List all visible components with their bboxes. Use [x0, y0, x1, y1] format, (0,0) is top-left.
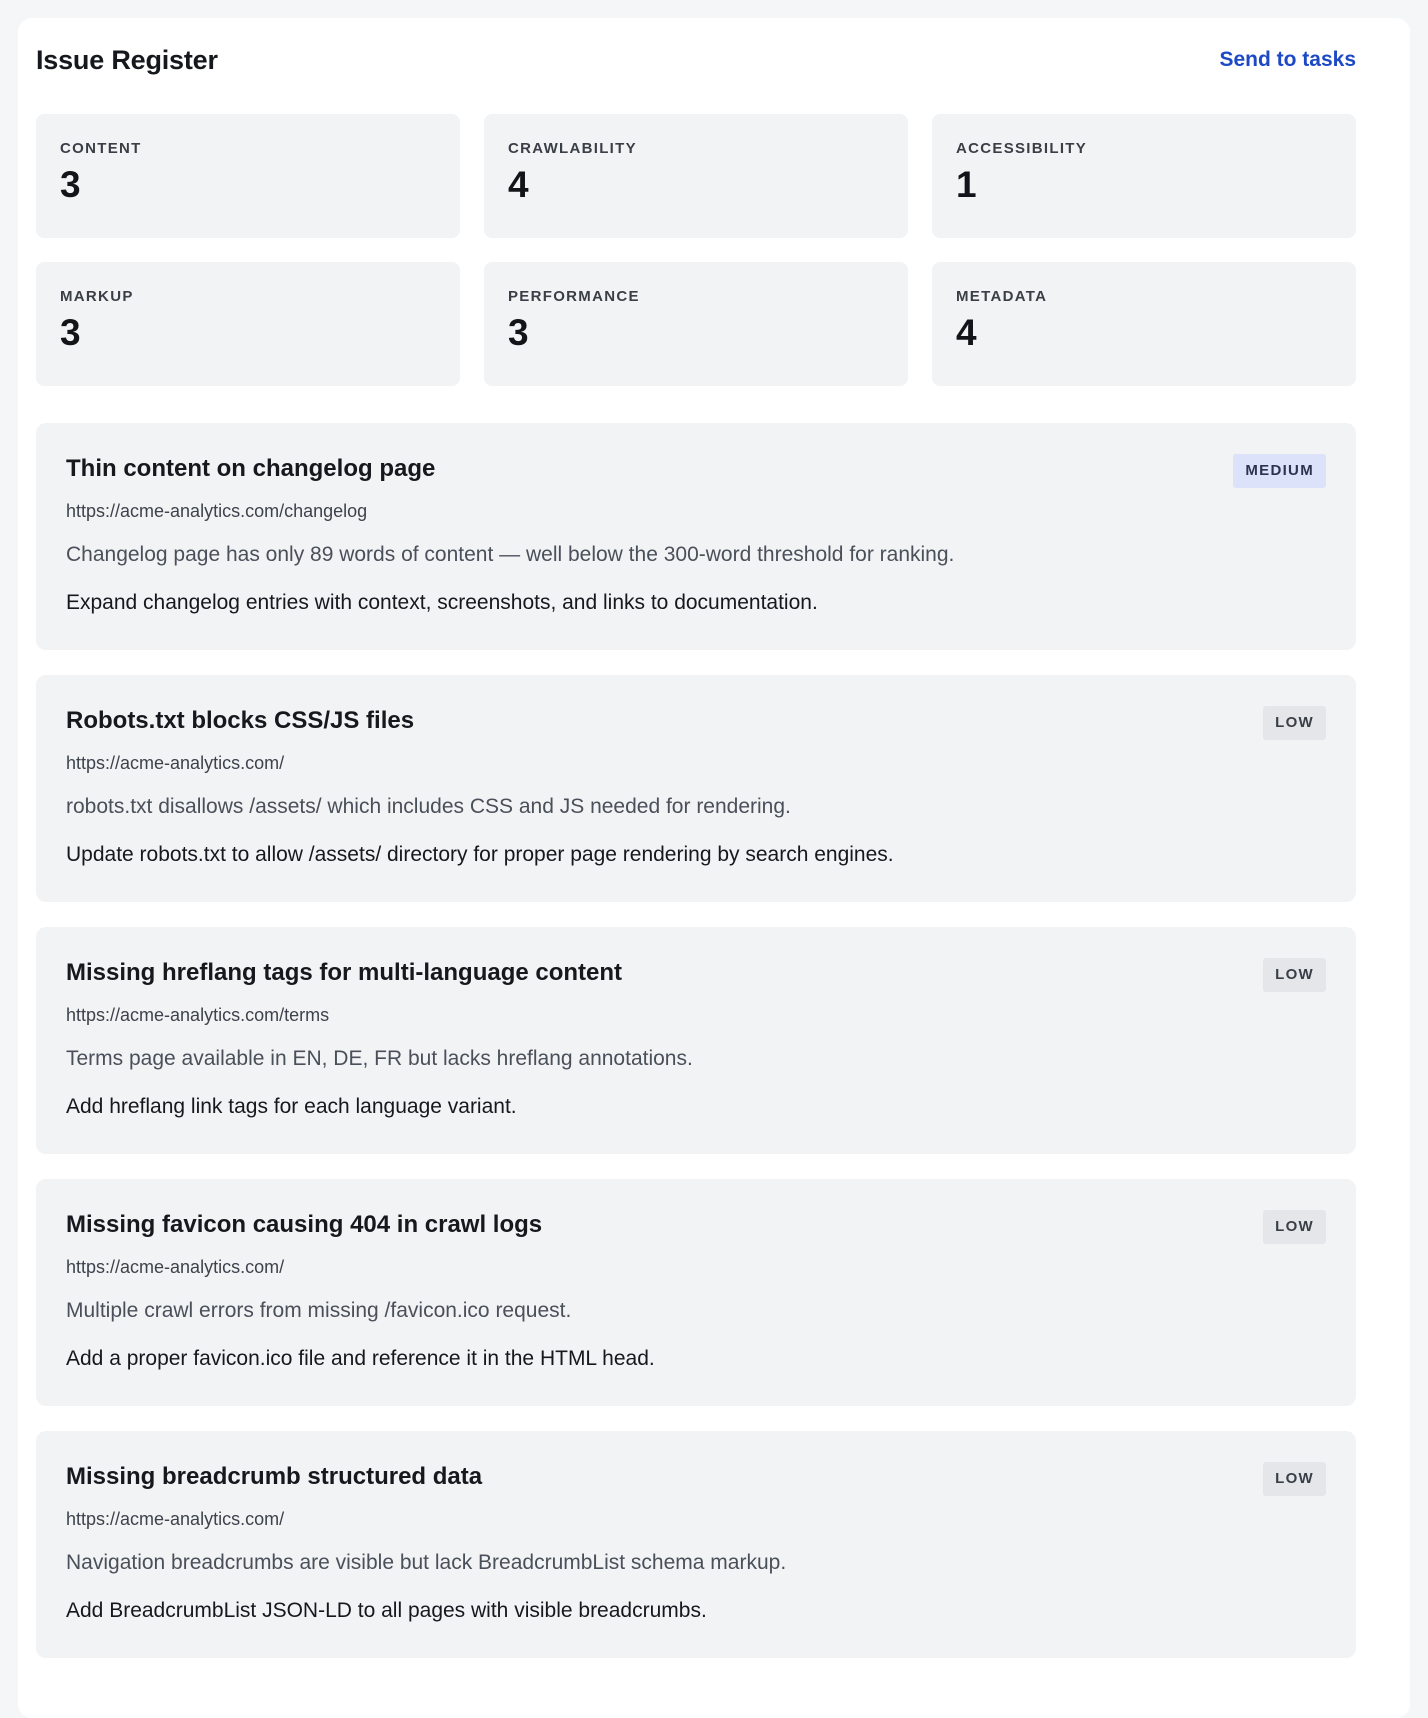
stat-value: 3: [508, 312, 529, 353]
issue-description: Changelog page has only 89 words of content — well below the 300-word threshold for ranking.: [66, 543, 955, 566]
issue-description: robots.txt disallows /assets/ which includes CSS and JS needed for rendering.: [66, 795, 791, 818]
severity-badge: LOW: [1263, 706, 1326, 740]
panel-header: [36, 40, 1356, 80]
issue-recommendation: Add BreadcrumbList JSON-LD to all pages with visible breadcrumbs.: [66, 1599, 707, 1622]
issue-card[interactable]: [36, 423, 1356, 650]
issue-recommendation: Expand changelog entries with context, screenshots, and links to documentation.: [66, 591, 818, 614]
issue-url: https://acme-analytics.com/: [66, 753, 285, 773]
issue-card[interactable]: [36, 675, 1356, 902]
issue-description: Navigation breadcrumbs are visible but lack BreadcrumbList schema markup.: [66, 1551, 787, 1574]
stat-label: MARKUP: [60, 288, 134, 305]
stat-card-accessibility: [932, 114, 1356, 238]
send-to-tasks-link[interactable]: Send to tasks: [1219, 48, 1356, 71]
stat-card-metadata: [932, 262, 1356, 386]
issue-title: Missing favicon causing 404 in crawl logs: [66, 1211, 543, 1238]
issue-title: Robots.txt blocks CSS/JS files: [66, 707, 415, 734]
issue-card[interactable]: [36, 927, 1356, 1154]
stat-value: 1: [956, 164, 977, 205]
stat-card-markup: [36, 262, 460, 386]
issue-url: https://acme-analytics.com/terms: [66, 1005, 330, 1025]
issue-recommendation: Add a proper favicon.ico file and reference it in the HTML head.: [66, 1347, 655, 1370]
issue-title: Missing breadcrumb structured data: [66, 1463, 483, 1490]
severity-badge: LOW: [1263, 958, 1326, 992]
issue-title: Thin content on changelog page: [66, 455, 436, 482]
stat-label: PERFORMANCE: [508, 288, 640, 305]
issue-recommendation: Add hreflang link tags for each language variant.: [66, 1095, 517, 1118]
issue-description: Multiple crawl errors from missing /favicon.ico request.: [66, 1299, 572, 1322]
page-title: Issue Register: [36, 44, 218, 75]
stat-card-performance: [484, 262, 908, 386]
issue-list: [36, 423, 1356, 1683]
stat-value: 3: [60, 164, 81, 205]
issue-recommendation: Update robots.txt to allow /assets/ directory for proper page rendering by search engines.: [66, 843, 894, 866]
severity-badge: LOW: [1263, 1210, 1326, 1244]
category-stats: [36, 114, 1356, 386]
stat-label: METADATA: [956, 288, 1048, 305]
stat-card-crawlability: [484, 114, 908, 238]
stat-label: ACCESSIBILITY: [956, 140, 1088, 157]
stat-label: CONTENT: [60, 140, 142, 157]
stat-label: CRAWLABILITY: [508, 140, 637, 157]
issue-url: https://acme-analytics.com/: [66, 1509, 285, 1529]
severity-badge: LOW: [1263, 1462, 1326, 1496]
issue-card[interactable]: [36, 1179, 1356, 1406]
severity-badge: MEDIUM: [1233, 454, 1326, 488]
stat-value: 3: [60, 312, 81, 353]
issue-description: Terms page available in EN, DE, FR but lacks hreflang annotations.: [66, 1047, 693, 1070]
stat-value: 4: [956, 312, 977, 353]
issue-card[interactable]: [36, 1431, 1356, 1658]
issue-url: https://acme-analytics.com/changelog: [66, 501, 368, 521]
stat-value: 4: [508, 164, 529, 205]
issue-title: Missing hreflang tags for multi-language content: [66, 959, 623, 986]
issue-url: https://acme-analytics.com/: [66, 1257, 285, 1277]
stat-card-content: [36, 114, 460, 238]
